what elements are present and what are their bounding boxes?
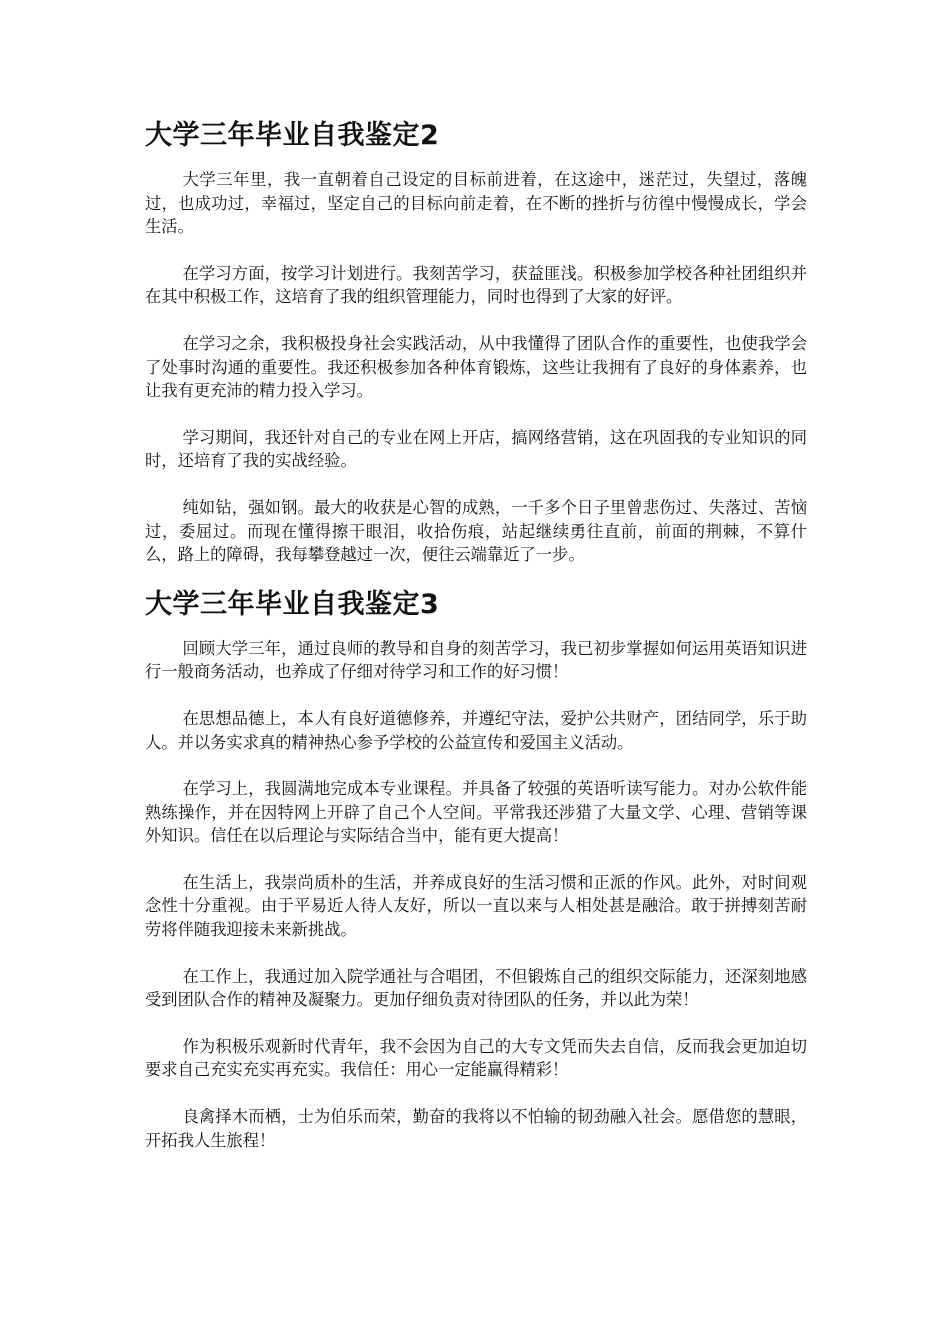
paragraph: 在学习方面，按学习计划进行。我刻苦学习，获益匪浅。积极参加学校各种社团组织并在其中积极工作，这培育了我的组织管理能力，同时也得到了大家的好评。 bbox=[145, 263, 807, 307]
section-title: 大学三年毕业自我鉴定2 bbox=[145, 120, 440, 151]
paragraph: 作为积极乐观新时代青年，我不会因为自己的大专文凭而失去自信，反而我会更加迫切要求自己充实充实再充实。我信任：用心一定能赢得精彩！ bbox=[145, 1036, 807, 1080]
paragraph: 大学三年里，我一直朝着自己设定的目标前进着，在这途中，迷茫过，失望过，落魄过，也成功过，幸福过，坚定自己的目标向前走着，在不断的挫折与彷徨中慢慢成长，学会生活。 bbox=[145, 170, 807, 237]
section-title: 大学三年毕业自我鉴定3 bbox=[145, 588, 440, 620]
paragraph: 学习期间，我还针对自己的专业在网上开店，搞网络营销，这在巩固我的专业知识的同时，还培育了我的实战经验。 bbox=[145, 427, 807, 471]
section-body bbox=[145, 637, 807, 1153]
section-self-assessment-2 bbox=[145, 118, 807, 567]
paragraph: 在学习上，我圆满地完成本专业课程。并具备了较强的英语听读写能力。对办公软件能熟练操作，并在因特网上开辟了自己个人空间。平常我还涉猎了大量文学、心理、营销等课外知识。信任在以后理论与实际结合当中，能有更大提高！ bbox=[145, 779, 807, 846]
document-page bbox=[145, 118, 807, 1152]
paragraph: 在生活上，我崇尚质朴的生活，并养成良好的生活习惯和正派的作风。此外，对时间观念性十分重视。由于平易近人待人友好，所以一直以来与人相处甚是融洽。敢于拼搏刻苦耐劳将伴随我迎接未来新挑战。 bbox=[145, 872, 807, 940]
paragraph: 回顾大学三年，通过良师的教导和自身的刻苦学习，我已初步掌握如何运用英语知识进行一般商务活动，也养成了仔细对待学习和工作的好习惯！ bbox=[145, 638, 807, 682]
section-body bbox=[145, 168, 807, 567]
paragraph: 纯如钻，强如钢。最大的收获是心智的成熟，一千多个日子里曾悲伤过、失落过、苦恼过，委屈过。而现在懂得擦干眼泪，收拾伤痕，站起继续勇往直前，前面的荆棘，不算什么，路上的障碍，我每攀登越过一次，便往云端靠近了一步。 bbox=[145, 497, 807, 565]
paragraph: 在学习之余，我积极投身社会实践活动，从中我懂得了团队合作的重要性，也使我学会了处事时沟通的重要性。我还积极参加各种体育锻炼，这些让我拥有了良好的身体素养，也让我有更充沛的精力投入学习。 bbox=[145, 333, 807, 401]
section-self-assessment-3 bbox=[145, 587, 807, 1153]
paragraph: 良禽择木而栖，士为伯乐而荣，勤奋的我将以不怕输的韧劲融入社会。愿借您的慧眼，开拓我人生旅程！ bbox=[145, 1107, 807, 1150]
paragraph: 在工作上，我通过加入院学通社与合唱团，不但锻炼自己的组织交际能力，还深刻地感受到团队合作的精神及凝聚力。更加仔细负责对待团队的任务，并以此为荣！ bbox=[145, 966, 807, 1010]
paragraph: 在思想品德上，本人有良好道德修养，并遵纪守法，爱护公共财产，团结同学，乐于助人。并以务实求真的精神热心参予学校的公益宣传和爱国主义活动。 bbox=[145, 708, 807, 752]
